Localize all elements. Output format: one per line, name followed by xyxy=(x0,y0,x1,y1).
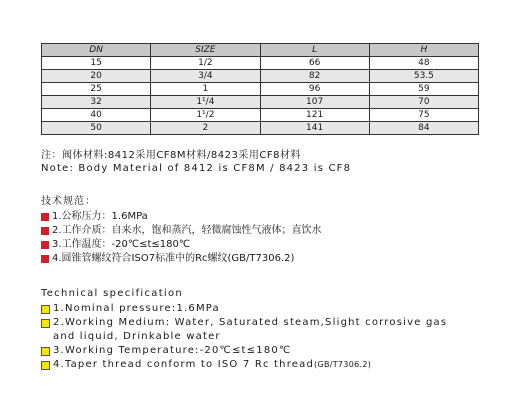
yellow-square-bullet-icon xyxy=(41,361,50,370)
cell-h: 48 xyxy=(369,57,478,70)
cell-l: 82 xyxy=(260,70,369,83)
cell-dn: 50 xyxy=(42,122,151,135)
cell-h: 75 xyxy=(369,109,478,122)
red-square-bullet-icon xyxy=(41,255,49,263)
cell-size: 3/4 xyxy=(151,70,260,83)
spec-en-item-text: 2.Working Medium: Water, Saturated steam,Slight corrosive gas xyxy=(53,317,448,328)
table-row xyxy=(42,57,479,70)
note-en: Note: Body Material of 8412 is CF8M / 8423 is CF8 xyxy=(41,163,352,174)
header-h: H xyxy=(369,44,478,57)
cell-l: 107 xyxy=(260,96,369,109)
yellow-square-bullet-icon xyxy=(41,319,50,328)
table-row xyxy=(42,96,479,109)
spec-cn-item xyxy=(41,211,148,223)
cell-dn: 32 xyxy=(42,96,151,109)
cell-size: 1¹/4 xyxy=(151,96,260,109)
spec-en-item-text: 1.Nominal pressure:1.6MPa xyxy=(53,303,220,314)
red-square-bullet-icon xyxy=(41,213,49,221)
red-square-bullet-icon xyxy=(41,241,49,249)
spec-en-item xyxy=(41,303,220,315)
cell-size: 1¹/2 xyxy=(151,109,260,122)
spec-en-item-text: 4.Taper thread conform to ISO 7 Rc thread xyxy=(53,359,315,370)
cell-size: 2 xyxy=(151,122,260,135)
red-square-bullet-icon xyxy=(41,227,49,235)
spec-en-item-text: 3.Working Temperature:-20℃≤t≤180℃ xyxy=(53,345,292,356)
spec-en-title: Technical specification xyxy=(41,288,184,299)
table-row xyxy=(42,109,479,122)
spec-en-item xyxy=(41,317,447,329)
table-row xyxy=(42,70,479,83)
cell-h: 59 xyxy=(369,83,478,96)
dimension-table xyxy=(41,43,479,135)
spec-cn-item-text: 4.圆锥管螺纹符合ISO7标准中的Rc螺纹(GB/T7306.2) xyxy=(52,253,295,264)
spec-cn-item xyxy=(41,225,322,237)
header-l: L xyxy=(260,44,369,57)
cell-dn: 20 xyxy=(42,70,151,83)
cell-l: 121 xyxy=(260,109,369,122)
cell-dn: 15 xyxy=(42,57,151,70)
spec-en-item xyxy=(41,359,371,371)
table-row xyxy=(42,83,479,96)
spec-en-item-continuation: and liquid, Drinkable water xyxy=(53,331,221,342)
table-header-row xyxy=(42,44,479,57)
header-dn: DN xyxy=(42,44,151,57)
cell-l: 66 xyxy=(260,57,369,70)
yellow-square-bullet-icon xyxy=(41,305,50,314)
note-cn: 注：阀体材料:8412采用CF8M材料/8423采用CF8材料 xyxy=(41,150,301,161)
cell-size: 1/2 xyxy=(151,57,260,70)
cell-l: 141 xyxy=(260,122,369,135)
spec-en-item xyxy=(41,345,291,357)
cell-h: 84 xyxy=(369,122,478,135)
cell-l: 96 xyxy=(260,83,369,96)
yellow-square-bullet-icon xyxy=(41,347,50,356)
cell-dn: 40 xyxy=(42,109,151,122)
cell-size: 1 xyxy=(151,83,260,96)
spec-cn-item-text: 1.公称压力：1.6MPa xyxy=(52,211,148,222)
spec-cn-item-text: 2.工作介质：自来水，饱和蒸汽，轻微腐蚀性气液体；直饮水 xyxy=(52,225,322,236)
spec-cn-item xyxy=(41,239,190,251)
spec-cn-item xyxy=(41,253,294,265)
header-size: SIZE xyxy=(151,44,260,57)
cell-h: 53.5 xyxy=(369,70,478,83)
cell-h: 70 xyxy=(369,96,478,109)
cell-dn: 25 xyxy=(42,83,151,96)
spec-en-item-suffix: (GB/T7306.2) xyxy=(314,360,372,369)
spec-cn-item-text: 3.工作温度：-20℃≤t≤180℃ xyxy=(52,239,191,250)
spec-cn-title: 技术规范： xyxy=(41,196,96,207)
table-row xyxy=(42,122,479,135)
